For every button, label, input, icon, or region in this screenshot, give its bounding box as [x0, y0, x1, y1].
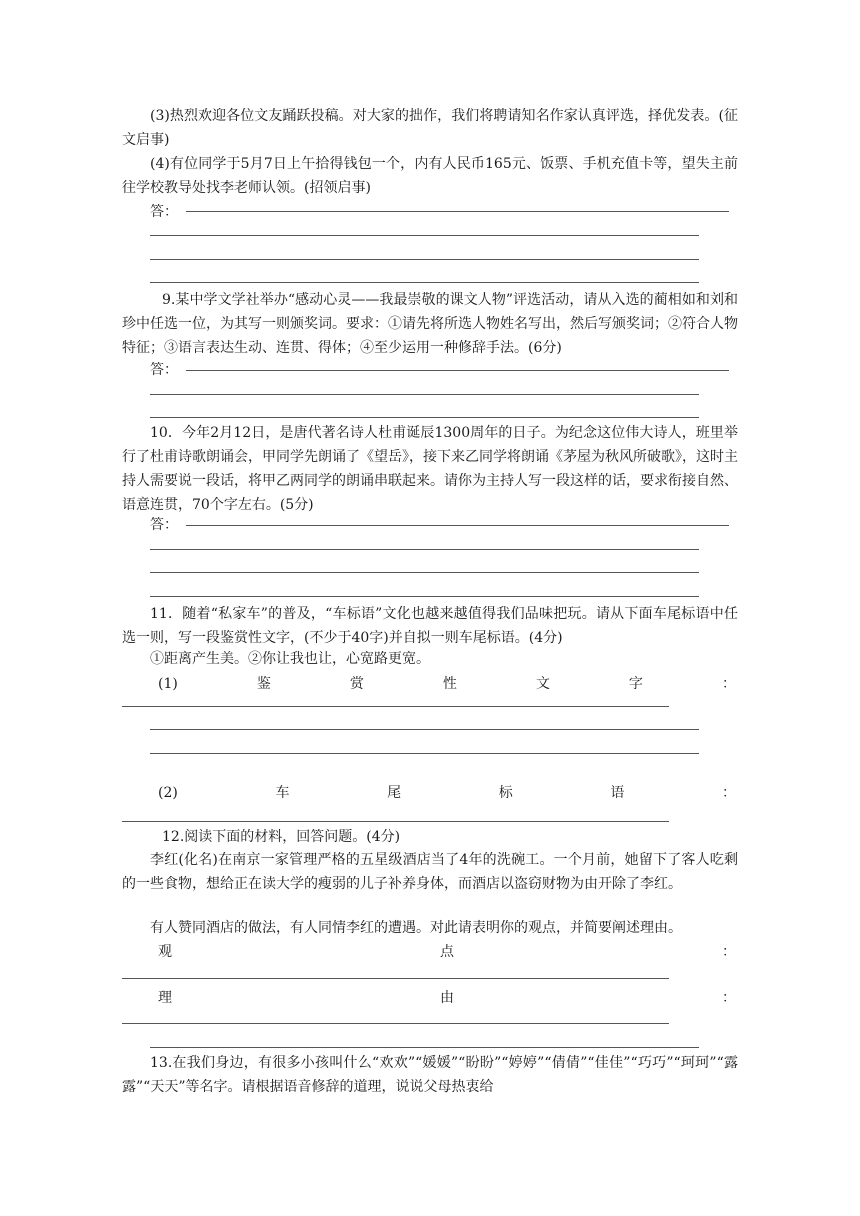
answer-line[interactable] — [122, 978, 669, 979]
prompt-char: ： — [721, 676, 736, 692]
prompt-char: 鉴 — [256, 676, 271, 692]
q8-item-4: (4)有位同学于5月7日上午拾得钱包一个，内有人民币165元、饭票、手机充值卡等，望失主前往学校教导处找李老师认领。(招领启事) — [122, 156, 738, 196]
q12-reason-prompt — [158, 986, 736, 1010]
answer-line[interactable] — [122, 821, 669, 822]
prompt-char: ： — [722, 944, 736, 960]
prompt-char: 性 — [442, 676, 457, 692]
answer-line[interactable] — [150, 729, 699, 730]
prompt-char: (2) — [158, 785, 178, 801]
prompt-char: 赏 — [349, 676, 364, 692]
answer-line[interactable] — [150, 1047, 699, 1048]
prompt-char: 字 — [628, 676, 643, 692]
answer-line[interactable] — [150, 259, 699, 260]
answer-line[interactable] — [186, 525, 729, 526]
prompt-char: ： — [721, 785, 736, 801]
question-13: 13.在我们身边，有很多小孩叫什么“欢欢”“媛媛”“盼盼”“婷婷”“倩倩”“佳佳”“巧巧”“珂珂”“露露”“天天”等名字。请根据语音修辞的道理，说说父母热衷给 — [122, 1055, 738, 1095]
answer-label: 答： — [150, 362, 178, 378]
prompt-char: 车 — [275, 785, 290, 801]
q12-material: 李红(化名)在南京一家管理严格的五星级酒店当了4年的洗碗工。一个月前，她留下了客人吃剩的一些食物，想给正在读大学的瘦弱的儿子补养身体，而酒店以盗窃财物为由开除了李红。 — [122, 852, 738, 892]
answer-line[interactable] — [186, 211, 729, 212]
q12-prompt: 有人赞同酒店的做法，有人同情李红的遭遇。对此请表明你的观点，并简要阐述理由。 — [150, 920, 682, 936]
answer-line[interactable] — [150, 282, 699, 283]
prompt-char: (1) — [158, 676, 178, 692]
prompt-char: 语 — [610, 785, 625, 801]
q8-item-3: (3)热烈欢迎各位文友踊跃投稿。对大家的拙作，我们将聘请知名作家认真评选，择优发表。(征文启事) — [122, 108, 738, 148]
answer-line[interactable] — [150, 417, 699, 418]
question-12: 12.阅读下面的材料，回答问题。(4分) — [162, 829, 401, 845]
prompt-char: 点 — [440, 944, 454, 960]
q12-view-prompt — [158, 940, 736, 964]
answer-line[interactable] — [150, 572, 699, 573]
prompt-char: 观 — [158, 944, 172, 960]
answer-line[interactable] — [150, 394, 699, 395]
answer-line[interactable] — [150, 549, 699, 550]
prompt-char: 标 — [498, 785, 513, 801]
answer-line[interactable] — [150, 235, 699, 236]
answer-line[interactable] — [122, 1023, 669, 1024]
prompt-char: ： — [722, 990, 736, 1006]
prompt-char: 由 — [440, 990, 454, 1006]
q11-sub1-prompt — [158, 672, 736, 696]
prompt-char: 理 — [158, 990, 172, 1006]
answer-line[interactable] — [150, 753, 699, 754]
question-10: 10．今年2月12日，是唐代著名诗人杜甫诞辰1300周年的日子。为纪念这位伟大诗人，班里举行了杜甫诗歌朗诵会，甲同学先朗诵了《望岳》，接下来乙同学将朗诵《茅屋为秋风所破歌》，这时主持人需要说一段话，将甲乙两同学的朗诵串联起来。请你为主持人写一段这样的话，要求衔接自然、语意连贯，70个字左右。(5分) — [122, 425, 738, 513]
answer-line[interactable] — [122, 706, 669, 707]
answer-label: 答： — [150, 204, 178, 220]
prompt-char: 文 — [535, 676, 550, 692]
answer-line[interactable] — [150, 596, 699, 597]
question-9: 9.某中学文学社举办“感动心灵——我最崇敬的课文人物”评选活动，请从入选的蔺相如和刘和珍中任选一位，为其写一则颁奖词。要求：①请先将所选人物姓名写出，然后写颁奖词；②符合人物特征；③语言表达生动、连贯、得体；④至少运用一种修辞手法。(6分) — [122, 292, 738, 356]
answer-label: 答： — [150, 517, 178, 533]
question-11: 11．随着“私家车”的普及，“车标语”文化也越来越值得我们品味把玩。请从下面车尾标语中任选一则，写一段鉴赏性文字，(不少于40字)并自拟一则车尾标语。(4分) — [122, 606, 738, 646]
q11-sub2-prompt — [158, 781, 736, 805]
q11-options: ①距离产生美。②你让我也让，心宽路更宽。 — [150, 651, 430, 667]
answer-line[interactable] — [186, 370, 729, 371]
prompt-char: 尾 — [387, 785, 402, 801]
